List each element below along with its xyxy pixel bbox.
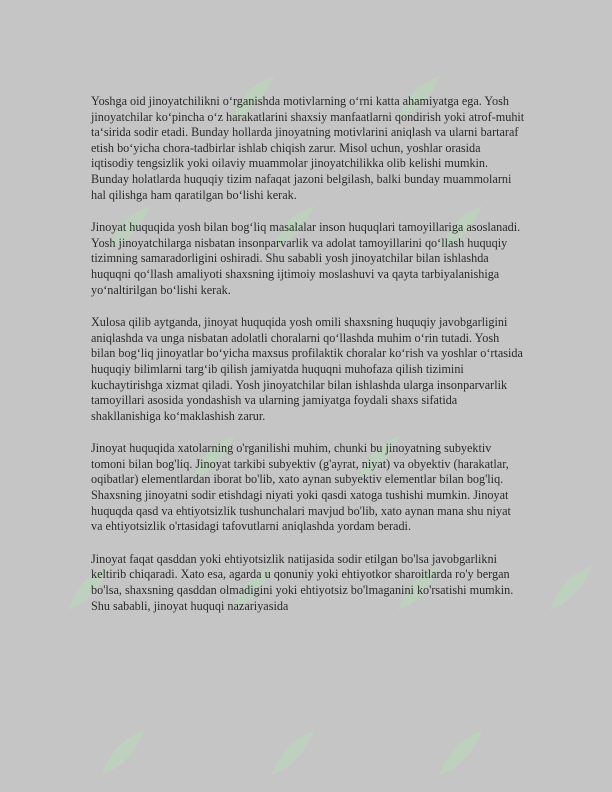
paragraph-2: Jinoyat huquqida yosh bilan bog‘liq masalalar inson huquqlari tamoyillariga asoslanadi. Yosh jinoyatchilarga nisbatan insonparvarlik va adolat tamoyillarini qo‘llash huquqiy tizimning samaradorligini oshiradi. Shu sababli yosh jinoyatchilar bilan ishlashda huquqni qo‘llash amaliyoti shaxsning ijtimoiy moslashuvi va qayta tarbiyalanishiga yo‘naltirilgan bo‘lishi kerak. [91,220,521,297]
watermark-logo-icon [92,725,152,785]
paragraph-4: Jinoyat huquqida xatolarning o'rganilishi muhim, chunki bu jinoyatning subyektiv tomoni bilan bog'liq. Jinoyat tarkibi subyektiv (g'ayrat, niyat) va obyektiv (harakatlar, oqibatlar) elementlardan iborat bo'lib, xato aynan subyektiv elementlar bilan bog'liq. Shaxsning jinoyatni sodir etishdagi niyati yoki qasdi xatoga tushishi mumkin. Jinoyat huquqda qasd va ehtiyotsizlik tushunchalari mavjud bo'lib, xato aynan mana shu niyat va ehtiyotsizlik o'rtasidagi tafovutlarni aniqlashda yordam beradi. [91,441,511,534]
document-body [91,94,525,631]
watermark-logo-icon [540,560,600,620]
paragraph-5: Jinoyat faqat qasddan yoki ehtiyotsizlik natijasida sodir etilgan bo'lsa javobgarlikni keltirib chiqaradi. Xato esa, agarda u qonuniy yoki ehtiyotkor sharoitlarda ro'y bergan bo'lsa, shaxsning qasddan olmadigini yoki ehtiyotsiz bo'lmaganini ko'rsatishi mumkin. Shu sababli, jinoyat huquqi nazariyasida [91,551,514,613]
paragraph-1: Yoshga oid jinoyatchilikni o‘rganishda motivlarning o‘rni katta ahamiyatga ega. Yosh jinoyatchilar ko‘pincha o‘z harakatlarini shaxsiy manfaatlarni qondirish yoki atrof-muhit ta‘sirida sodir etadi. Bunday hollarda jinoyatning motivlarini aniqlash va ularni bartaraf etish bo‘yicha chora-tadbirlar ishlab chiqish zarur. Misol uchun, yoshlar orasida iqtisodiy tengsizlik yoki oilaviy muammolar jinoyatchilikka olib kelishi mumkin. Bunday holatlarda huquqiy tizim nafaqat jazoni belgilash, balki bunday muammolarni hal qilishga ham qaratilgan bo‘lishi kerak. [91,94,525,202]
watermark-logo-icon [430,725,490,785]
watermark-logo-icon [262,725,322,785]
paragraph-3: Xulosa qilib aytganda, jinoyat huquqida yosh omili shaxsning huquqiy javobgarligini aniqlashda va unga nisbatan adolatli choralarni qo‘llashda muhim o‘rin tutadi. Yosh bilan bog‘liq jinoyatlar bo‘yicha maxsus profilaktik choralar ko‘rish va yoshlar o‘rtasida huquqiy bilimlarni targ‘ib qilish jamiyatda huquqni muhofaza qilish tizimini kuchaytirishga xizmat qiladi. Yosh jinoyatchilar bilan ishlashda ularga insonparvarlik tamoyillari asosida yondashish va ularning jamiyatga foydali shaxs sifatida shakllanishiga ko‘maklashish zarur. [91,315,523,423]
